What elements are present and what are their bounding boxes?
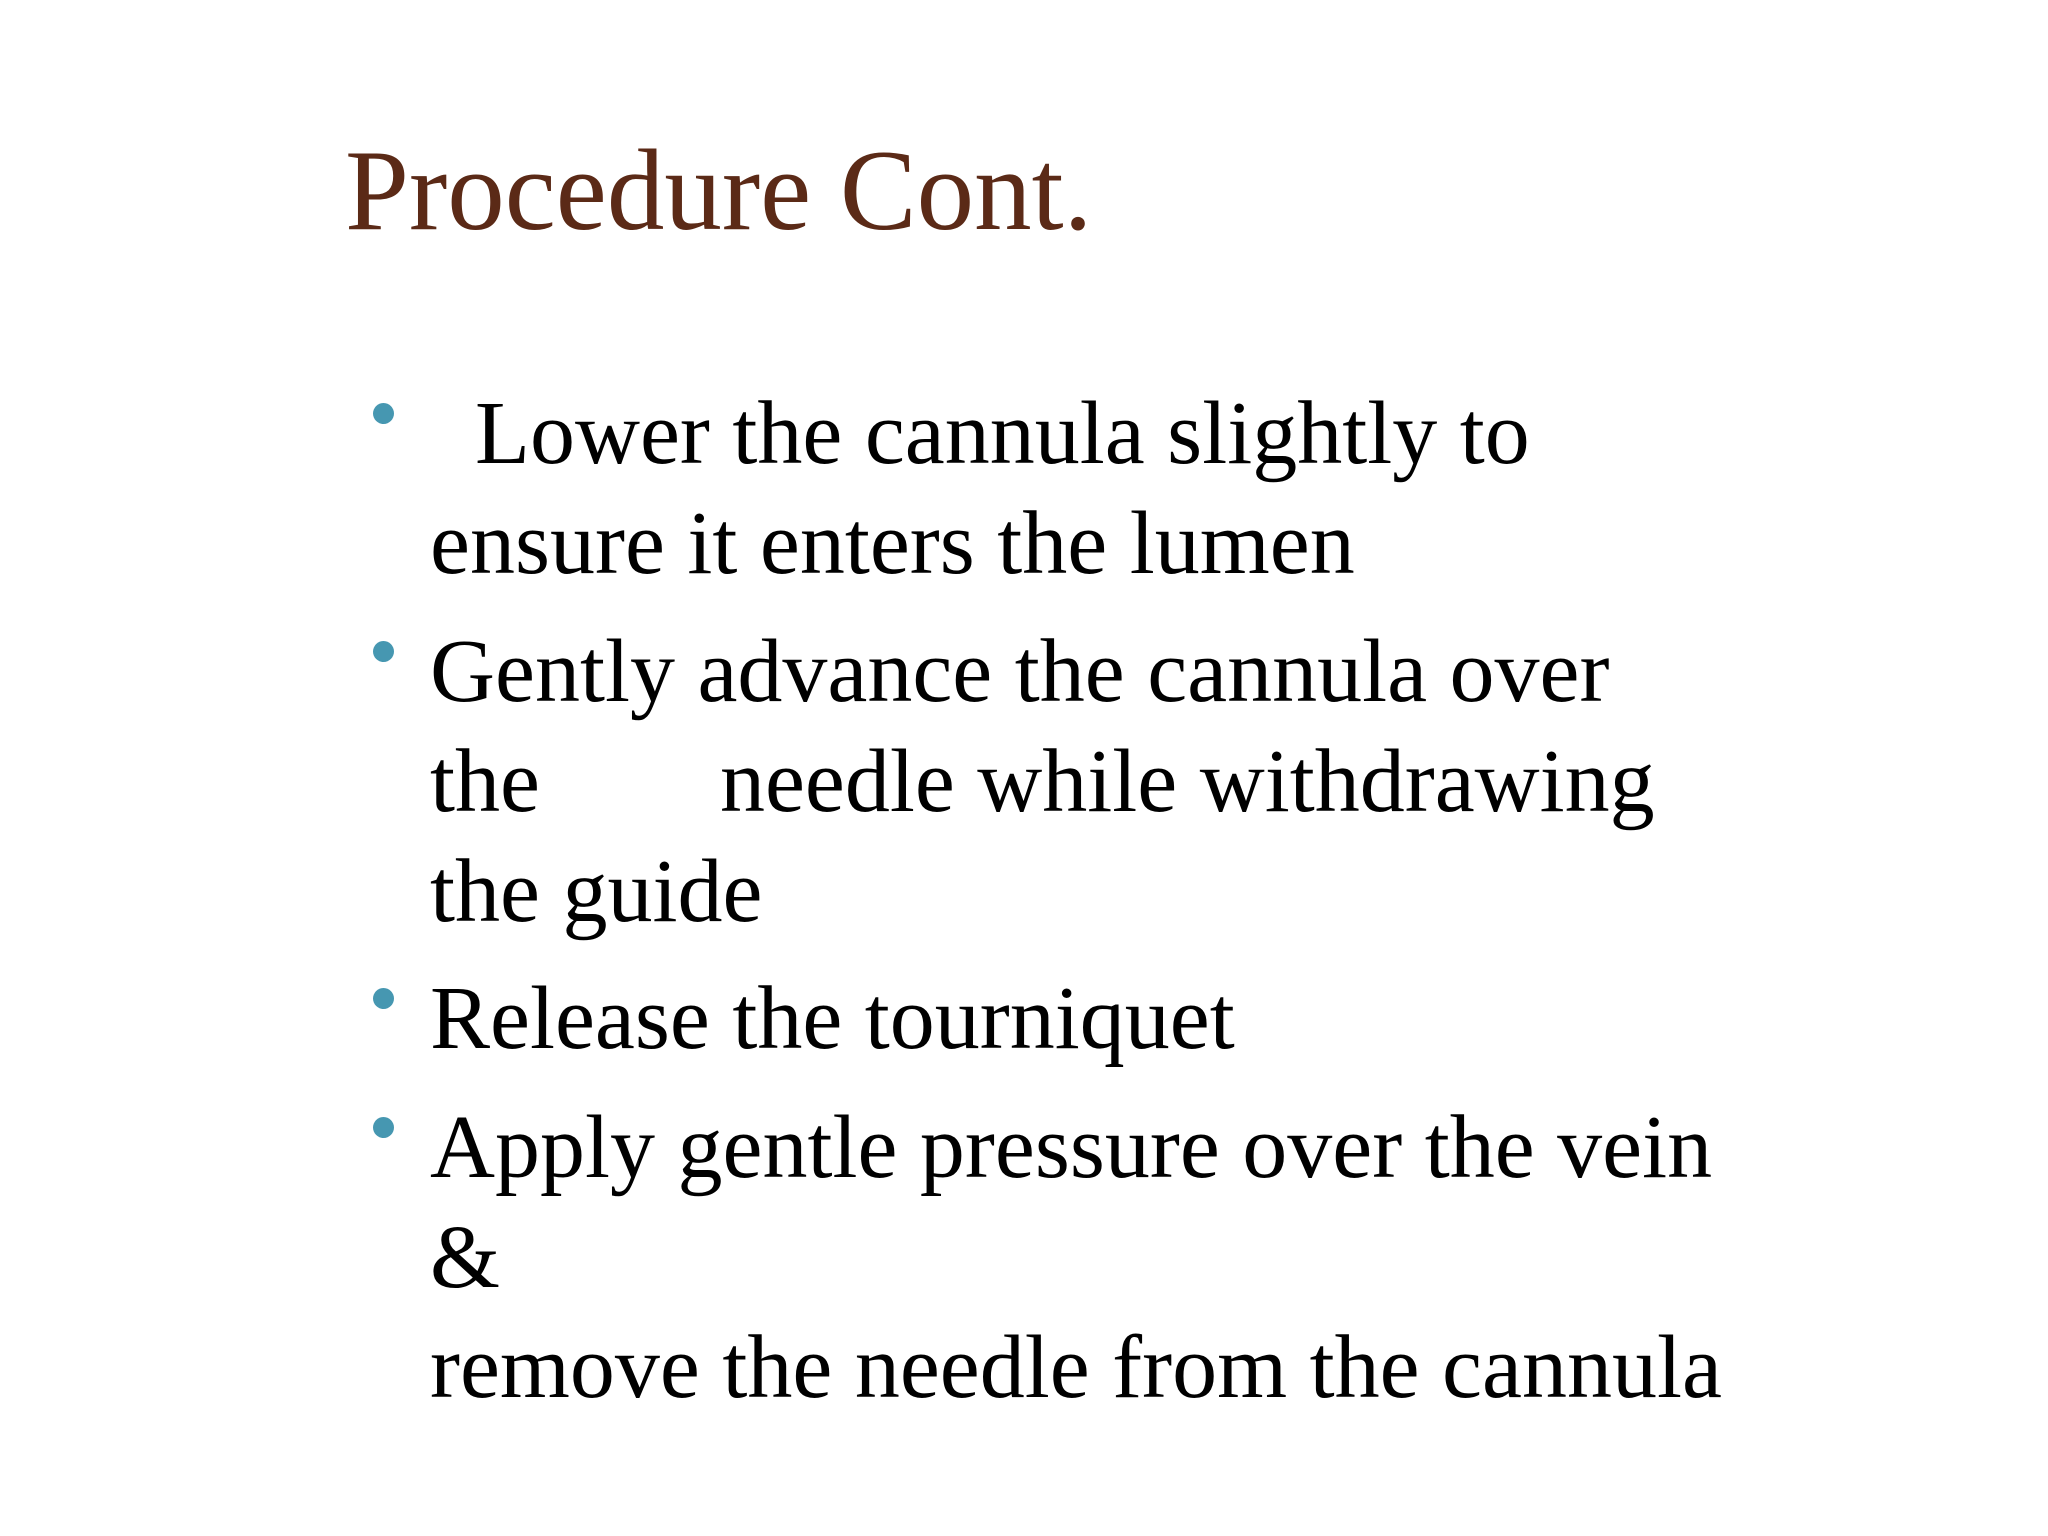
bullet-icon: [373, 1117, 394, 1138]
bullet-icon: [373, 403, 394, 424]
bullet-line: remove the needle from the cannula: [430, 1318, 1722, 1417]
bullet-line: Apply gentle pressure over the vein: [430, 1098, 1713, 1197]
slide-title: Procedure Cont.: [345, 127, 1093, 254]
bullet-line: &: [430, 1208, 501, 1307]
bullet-line: Gently advance the cannula over: [430, 622, 1610, 721]
bullet-line: Release the tourniquet: [430, 969, 1235, 1068]
bullet-icon: [373, 641, 394, 662]
bullet-line: the needle while withdrawing: [430, 732, 1655, 831]
bullet-line: Lower the cannula slightly to: [430, 384, 1530, 483]
bullet-line: the guide: [430, 842, 763, 941]
bullet-icon: [373, 988, 394, 1009]
bullet-line: ensure it enters the lumen: [430, 494, 1355, 593]
